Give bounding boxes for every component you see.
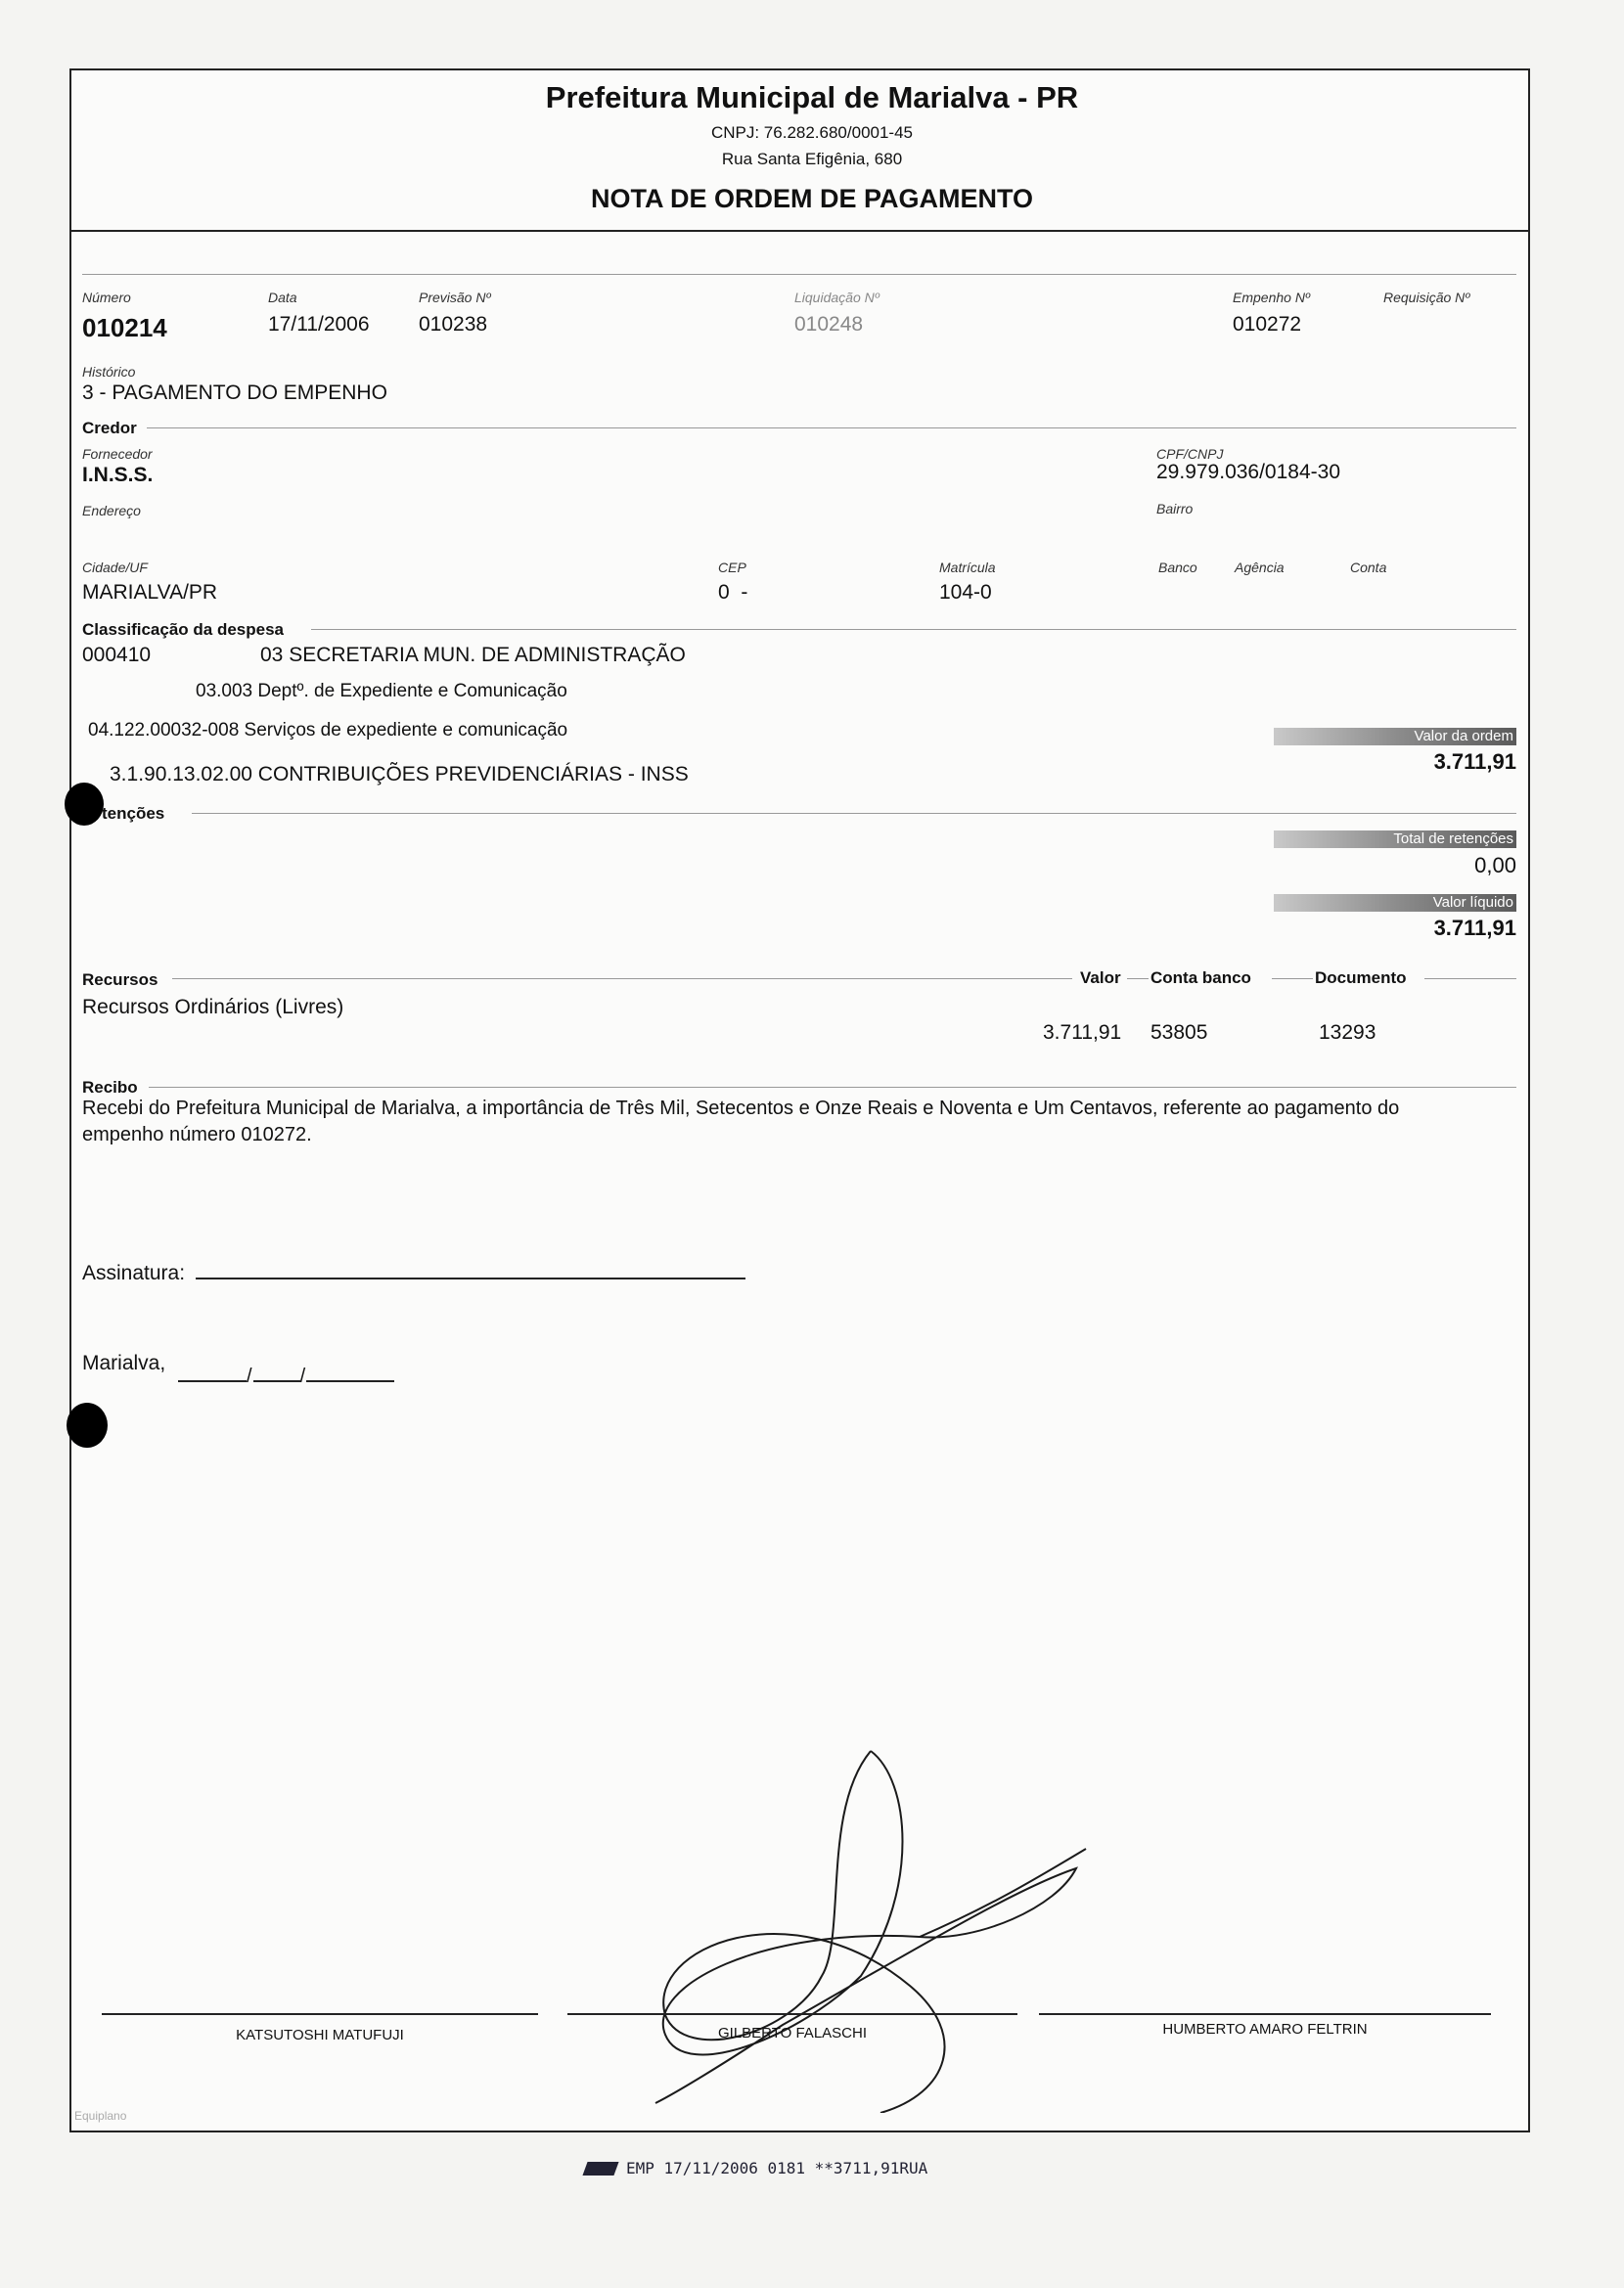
page-title: Prefeitura Municipal de Marialva - PR <box>545 80 1079 114</box>
data-label: Data <box>268 290 297 305</box>
empenho-value: 010272 <box>1233 313 1302 336</box>
credor-section: Credor <box>82 419 137 437</box>
recibo-section: Recibo <box>82 1078 138 1097</box>
document-title: NOTA DE ORDEM DE PAGAMENTO <box>590 184 1033 213</box>
cpf-label: CPF/CNPJ <box>1156 446 1224 462</box>
agencia-label: Agência <box>1235 560 1285 575</box>
endereco-label: Endereço <box>82 503 141 518</box>
previsao-label: Previsão Nº <box>419 290 491 305</box>
signature-scribble <box>626 1741 1115 2113</box>
numero-value: 010214 <box>82 313 167 342</box>
numero-label: Número <box>82 290 131 305</box>
cidade-value: MARIALVA/PR <box>82 581 218 604</box>
assinatura-line[interactable] <box>196 1278 745 1279</box>
classificacao-program: 04.122.00032-008 Serviços de expediente e comunicação <box>88 720 568 740</box>
previsao-value: 010238 <box>419 313 488 336</box>
cep-label: CEP <box>718 560 746 575</box>
header-separator <box>69 230 1528 232</box>
classificacao-unit: 03.003 Deptº. de Expediente e Comunicação <box>196 681 567 701</box>
punch-hole <box>67 1403 108 1448</box>
cpf-value: 29.979.036/0184-30 <box>1156 461 1341 483</box>
valor-ordem-label: Valor da ordem <box>1274 728 1516 745</box>
recursos-conta: 53805 <box>1150 1021 1208 1044</box>
classificacao-element: 3.1.90.13.02.00 CONTRIBUIÇÕES PREVIDENCIÁRIAS - INSS <box>110 763 689 785</box>
total-retencoes-label: Total de retenções <box>1274 830 1516 848</box>
divider <box>172 978 1072 979</box>
stamp-text: EMP 17/11/2006 0181 **3711,91RUA <box>626 2159 928 2177</box>
total-retencoes: 0,00 <box>1474 853 1516 877</box>
fornecedor-label: Fornecedor <box>82 446 153 462</box>
valor-liquido-label: Valor líquido <box>1274 894 1516 912</box>
divider <box>1424 978 1516 979</box>
classificacao-org: 03 SECRETARIA MUN. DE ADMINISTRAÇÃO <box>260 644 686 666</box>
divider <box>1272 978 1313 979</box>
valor-header: Valor <box>1080 968 1121 987</box>
requisicao-label: Requisição Nº <box>1383 290 1470 305</box>
local-label: Marialva, <box>82 1352 166 1374</box>
signature-line-2 <box>567 2013 1017 2015</box>
divider <box>82 274 1516 275</box>
banco-label: Banco <box>1158 560 1197 575</box>
documento-header: Documento <box>1315 968 1407 987</box>
recursos-descricao: Recursos Ordinários (Livres) <box>82 996 344 1018</box>
signature-line-3 <box>1039 2013 1491 2015</box>
conta-header: Conta banco <box>1150 968 1251 987</box>
divider <box>147 427 1516 428</box>
divider <box>192 813 1516 814</box>
bairro-label: Bairro <box>1156 501 1194 516</box>
historico-value: 3 - PAGAMENTO DO EMPENHO <box>82 381 387 404</box>
valor-liquido: 3.711,91 <box>1433 916 1516 940</box>
brand-footer: Equiplano <box>74 2109 127 2123</box>
assinatura-label: Assinatura: <box>82 1262 186 1284</box>
divider <box>149 1087 1516 1088</box>
classificacao-code: 000410 <box>82 644 152 666</box>
signatory-2: GILBERTO FALASCHI <box>718 2025 867 2041</box>
matricula-label: Matrícula <box>939 560 996 575</box>
divider <box>1127 978 1149 979</box>
signatory-1: KATSUTOSHI MATUFUJI <box>236 2027 404 2043</box>
divider <box>311 629 1516 630</box>
cep-value: 0 - <box>718 581 748 604</box>
address: Rua Santa Efigênia, 680 <box>721 150 903 168</box>
liquidacao-label: Liquidação Nº <box>794 290 880 305</box>
date-blank[interactable]: / / <box>178 1366 394 1388</box>
classificacao-section: Classificação da despesa <box>82 620 285 639</box>
recibo-text: Recebi do Prefeitura Municipal de Marialva, a importância de Três Mil, Setecentos e Onze Reais e Noventa e Um Centavos, referente ao pagamento do empenho número 010272. <box>82 1098 1400 1145</box>
liquidacao-value: 010248 <box>794 313 864 336</box>
data-value: 17/11/2006 <box>268 313 370 336</box>
punch-hole <box>65 783 104 826</box>
retencoes-section: tenções <box>102 804 165 823</box>
recursos-valor: 3.711,91 <box>1043 1021 1122 1044</box>
matricula-value: 104-0 <box>939 581 992 604</box>
signatory-3: HUMBERTO AMARO FELTRIN <box>1162 2021 1368 2038</box>
signature-line-1 <box>102 2013 538 2015</box>
cidade-label: Cidade/UF <box>82 560 148 575</box>
valor-ordem: 3.711,91 <box>1433 749 1516 774</box>
conta-label: Conta <box>1350 560 1387 575</box>
cnpj: CNPJ: 76.282.680/0001-45 <box>710 123 914 142</box>
fornecedor-value: I.N.S.S. <box>82 464 154 486</box>
stamp-logo-icon <box>582 2162 618 2176</box>
recursos-section: Recursos <box>82 970 158 989</box>
historico-label: Histórico <box>82 364 136 380</box>
recursos-documento: 13293 <box>1319 1021 1376 1044</box>
empenho-label: Empenho Nº <box>1233 290 1311 305</box>
